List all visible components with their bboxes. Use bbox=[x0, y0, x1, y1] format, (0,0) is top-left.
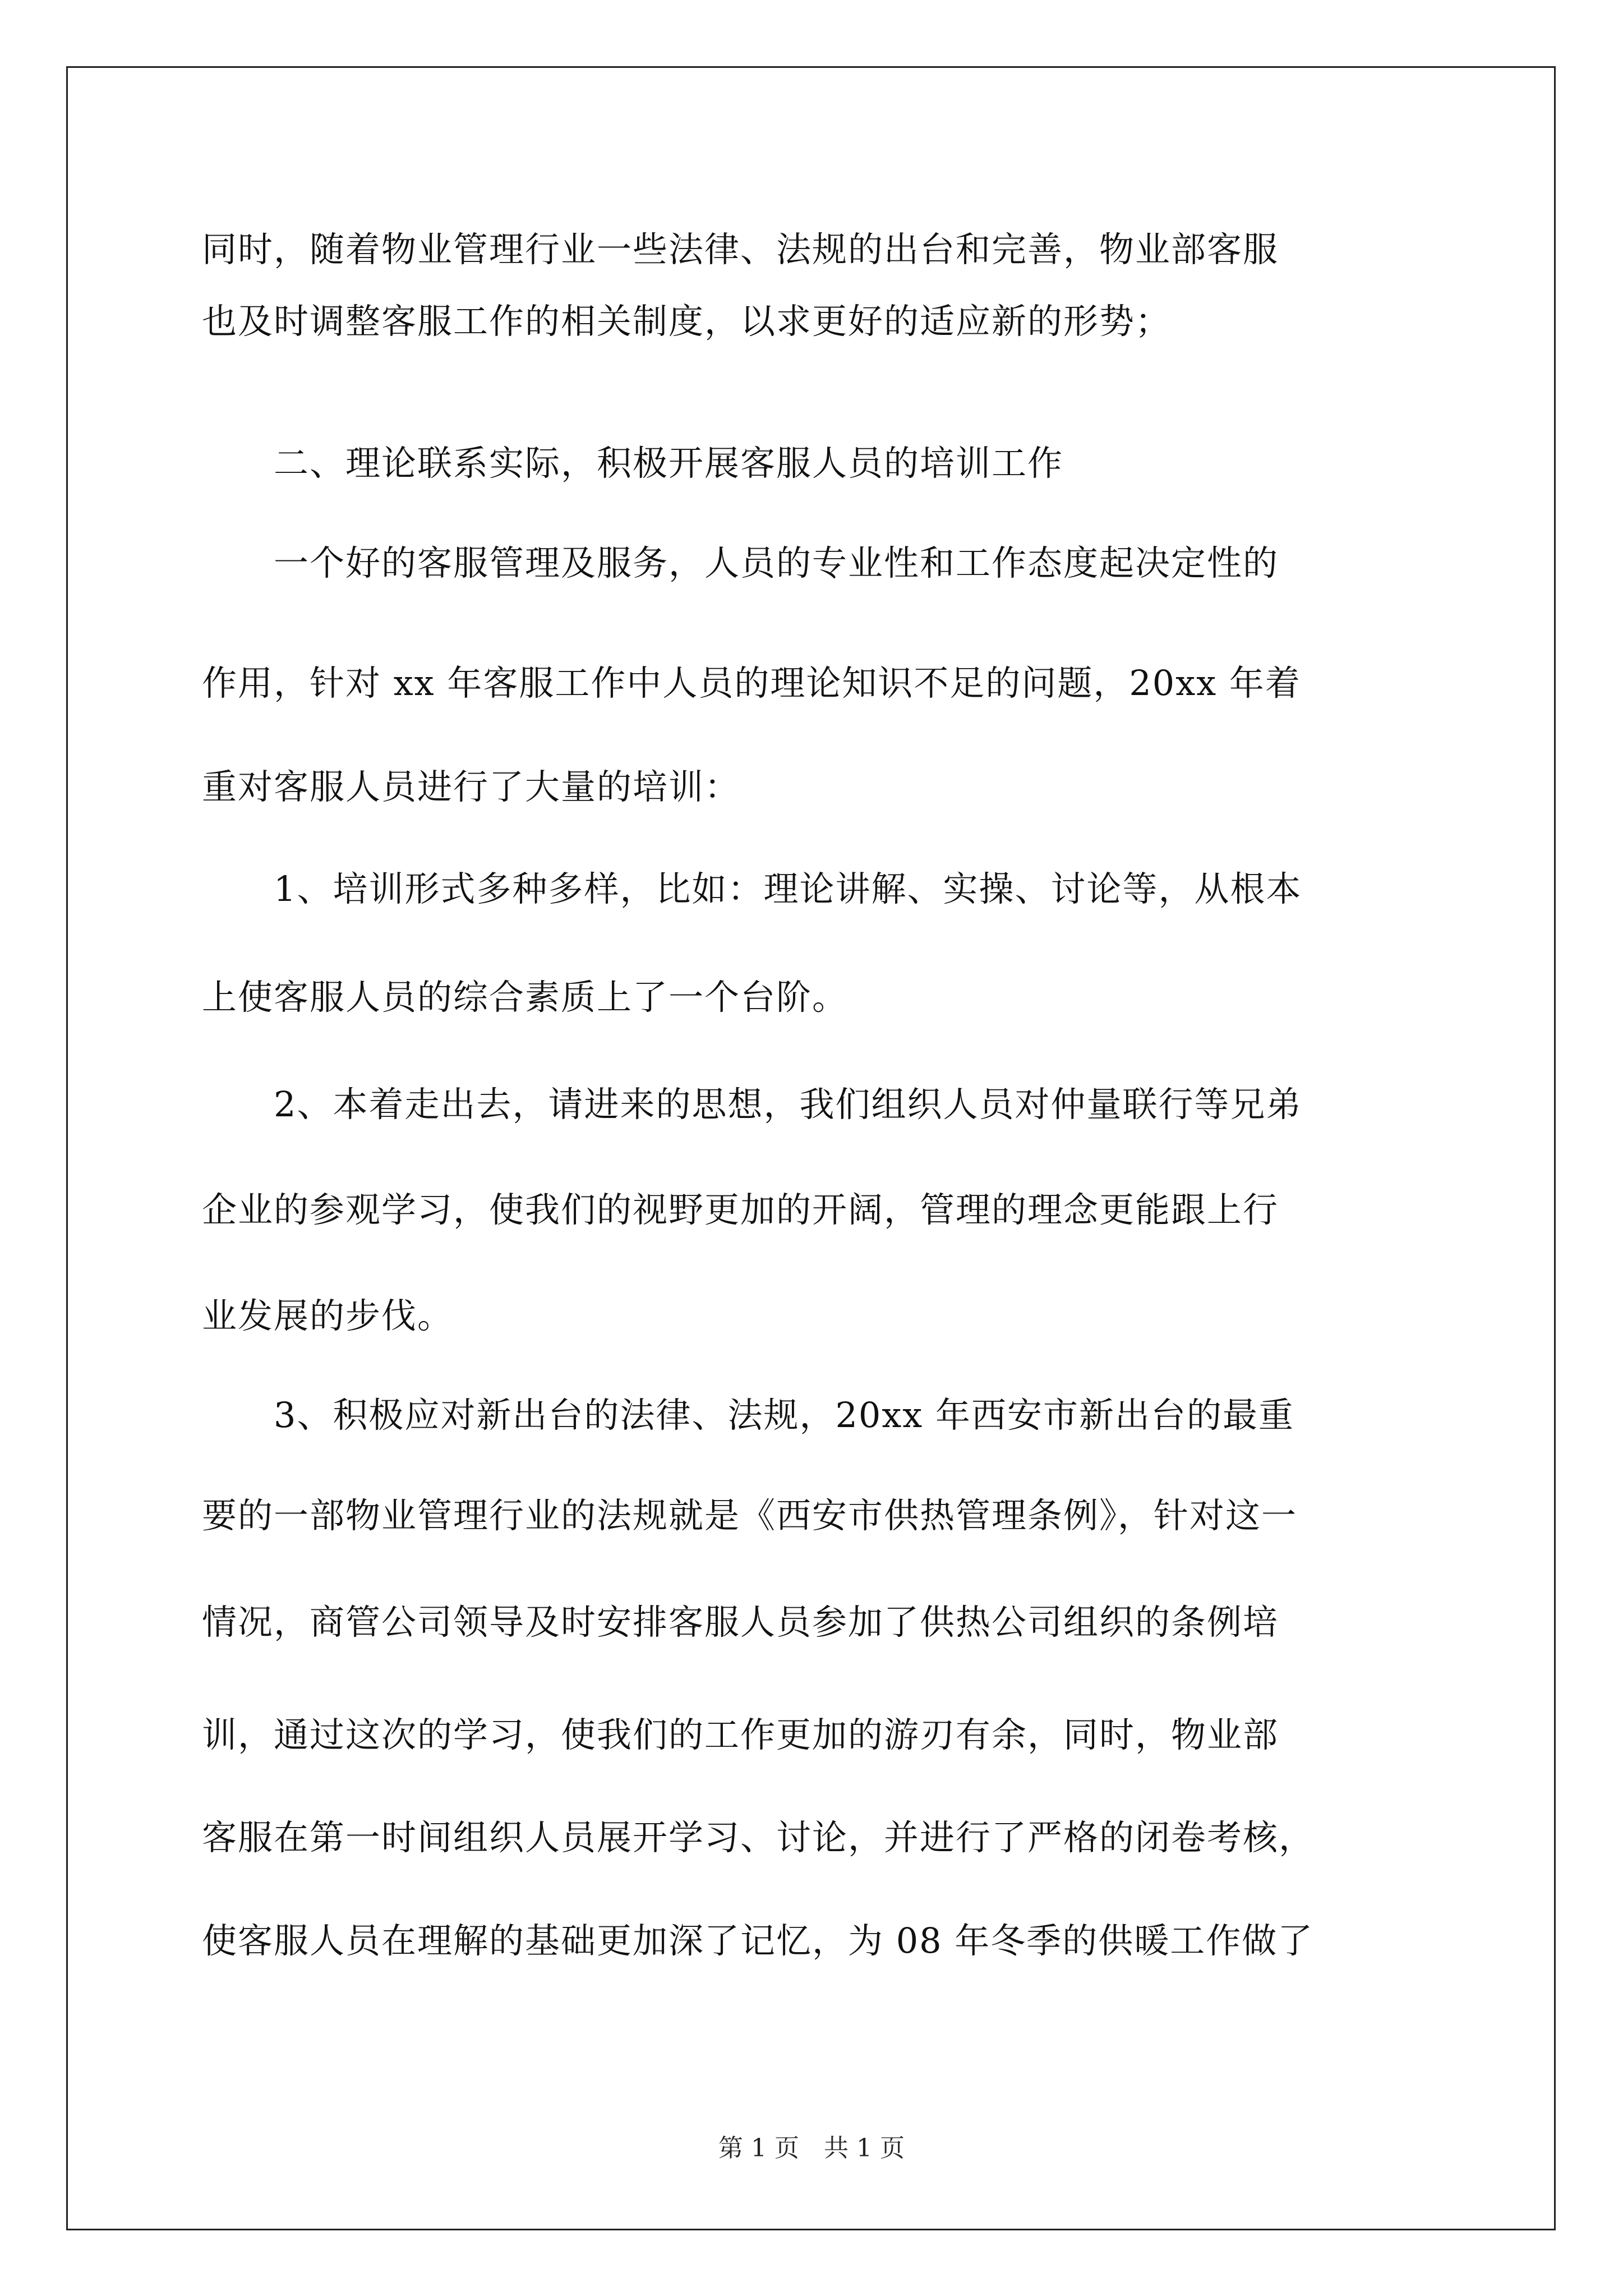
text-line: 业发展的步伐。 bbox=[202, 1295, 454, 1336]
text-line: 同时，随着物业管理行业一些法律、法规的出台和完善，物业部客服 bbox=[202, 229, 1279, 270]
text-line: 作用，针对 xx 年客服工作中人员的理论知识不足的问题，20xx 年着 bbox=[202, 662, 1301, 703]
text-line: 企业的参观学习，使我们的视野更加的开阔，管理的理念更能跟上行 bbox=[202, 1189, 1279, 1230]
text-line: 训，通过这次的学习，使我们的工作更加的游刃有余，同时，物业部 bbox=[202, 1714, 1279, 1755]
text-line: 1、培训形式多种多样，比如：理论讲解、实操、讨论等，从根本 bbox=[202, 868, 1302, 909]
text-line: 2、本着走出去，请进来的思想，我们组织人员对仲量联行等兄弟 bbox=[202, 1084, 1302, 1125]
section-heading: 二、理论联系实际，积极开展客服人员的培训工作 bbox=[202, 443, 1064, 484]
text-line: 要的一部物业管理行业的法规就是《西安市供热管理条例》，针对这一 bbox=[202, 1495, 1298, 1536]
text-line: 上使客服人员的综合素质上了一个台阶。 bbox=[202, 977, 849, 1018]
page-footer: 第 1 页 共 1 页 bbox=[718, 2134, 905, 2162]
text-line: 情况，商管公司领导及时安排客服人员参加了供热公司组织的条例培 bbox=[202, 1602, 1279, 1642]
text-line: 重对客服人员进行了大量的培训： bbox=[202, 766, 741, 807]
text-line: 一个好的客服管理及服务，人员的专业性和工作态度起决定性的 bbox=[202, 542, 1279, 583]
text-line: 客服在第一时间组织人员展开学习、讨论，并进行了严格的闭卷考核， bbox=[202, 1817, 1315, 1858]
text-line: 使客服人员在理解的基础更加深了记忆，为 08 年冬季的供暖工作做了 bbox=[202, 1920, 1314, 1961]
text-line: 3、积极应对新出台的法律、法规，20xx 年西安市新出台的最重 bbox=[202, 1395, 1294, 1435]
page-border bbox=[66, 66, 1556, 2230]
text-line: 也及时调整客服工作的相关制度，以求更好的适应新的形势； bbox=[202, 301, 1172, 342]
